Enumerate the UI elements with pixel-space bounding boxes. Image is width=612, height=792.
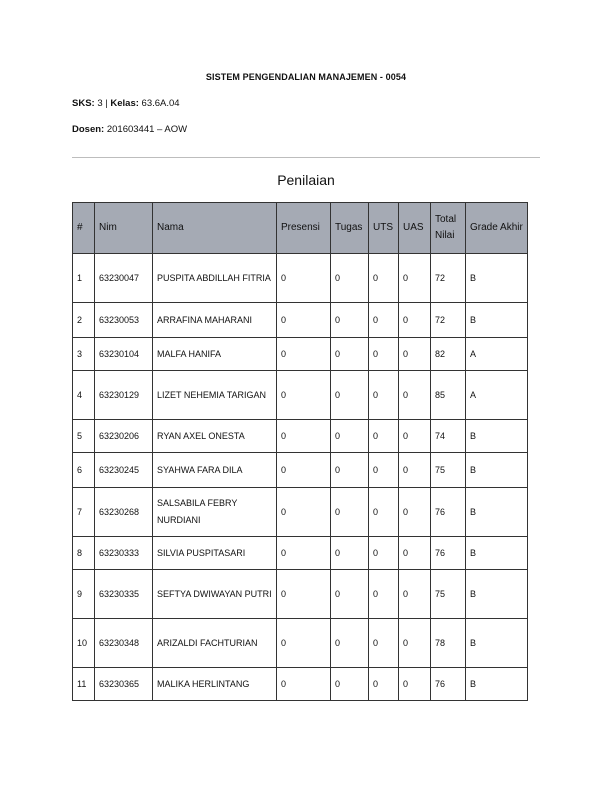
total-nilai-cell: 78 bbox=[431, 619, 466, 668]
uts-cell: 0 bbox=[369, 303, 399, 338]
uts-cell: 0 bbox=[369, 420, 399, 453]
row-number: 9 bbox=[73, 570, 95, 619]
column-header-grade-akhir: Grade Akhir bbox=[466, 203, 528, 254]
uas-cell: 0 bbox=[399, 254, 431, 303]
tugas-cell: 0 bbox=[331, 338, 369, 371]
grade-cell: A bbox=[466, 371, 528, 420]
table-row bbox=[73, 420, 528, 453]
grade-cell: B bbox=[466, 453, 528, 488]
grade-cell: B bbox=[466, 254, 528, 303]
column-header-uas: UAS bbox=[399, 203, 431, 254]
total-nilai-cell: 76 bbox=[431, 488, 466, 537]
uas-cell: 0 bbox=[399, 570, 431, 619]
nim-cell: 63230047 bbox=[95, 254, 153, 303]
row-number: 2 bbox=[73, 303, 95, 338]
name-cell: ARRAFINA MAHARANI bbox=[153, 303, 277, 338]
row-number: 8 bbox=[73, 537, 95, 570]
tugas-cell: 0 bbox=[331, 453, 369, 488]
table-row bbox=[73, 371, 528, 420]
tugas-cell: 0 bbox=[331, 619, 369, 668]
presensi-cell: 0 bbox=[277, 619, 331, 668]
total-nilai-cell: 76 bbox=[431, 537, 466, 570]
name-cell: ARIZALDI FACHTURIAN bbox=[153, 619, 277, 668]
column-header-total-nilai: Total Nilai bbox=[431, 203, 466, 254]
grade-cell: B bbox=[466, 488, 528, 537]
lecturer-info-line bbox=[72, 124, 187, 135]
table-row bbox=[73, 619, 528, 668]
total-nilai-cell: 82 bbox=[431, 338, 466, 371]
table-row bbox=[73, 570, 528, 619]
total-nilai-cell: 76 bbox=[431, 668, 466, 701]
row-number: 6 bbox=[73, 453, 95, 488]
name-cell: MALFA HANIFA bbox=[153, 338, 277, 371]
presensi-cell: 0 bbox=[277, 453, 331, 488]
tugas-cell: 0 bbox=[331, 570, 369, 619]
uas-cell: 0 bbox=[399, 488, 431, 537]
uts-cell: 0 bbox=[369, 453, 399, 488]
grades-table bbox=[72, 202, 528, 701]
separator: | bbox=[105, 98, 108, 109]
presensi-cell: 0 bbox=[277, 371, 331, 420]
name-cell: PUSPITA ABDILLAH FITRIA bbox=[153, 254, 277, 303]
presensi-cell: 0 bbox=[277, 570, 331, 619]
table-header-row bbox=[73, 203, 528, 254]
uts-cell: 0 bbox=[369, 619, 399, 668]
row-number: 4 bbox=[73, 371, 95, 420]
uts-cell: 0 bbox=[369, 338, 399, 371]
row-number: 7 bbox=[73, 488, 95, 537]
column-header-uts: UTS bbox=[369, 203, 399, 254]
nim-cell: 63230245 bbox=[95, 453, 153, 488]
section-title: Penilaian bbox=[277, 172, 335, 188]
presensi-cell: 0 bbox=[277, 668, 331, 701]
nim-cell: 63230335 bbox=[95, 570, 153, 619]
sks-value: 3 bbox=[97, 98, 103, 109]
grade-cell: B bbox=[466, 619, 528, 668]
grade-cell: B bbox=[466, 570, 528, 619]
grade-cell: B bbox=[466, 537, 528, 570]
total-nilai-cell: 85 bbox=[431, 371, 466, 420]
name-cell: SEFTYA DWIWAYAN PUTRI bbox=[153, 570, 277, 619]
name-cell: LIZET NEHEMIA TARIGAN bbox=[153, 371, 277, 420]
nim-cell: 63230268 bbox=[95, 488, 153, 537]
column-header-no: # bbox=[73, 203, 95, 254]
tugas-cell: 0 bbox=[331, 303, 369, 338]
table-row bbox=[73, 488, 528, 537]
uts-cell: 0 bbox=[369, 254, 399, 303]
uts-cell: 0 bbox=[369, 488, 399, 537]
uts-cell: 0 bbox=[369, 371, 399, 420]
presensi-cell: 0 bbox=[277, 488, 331, 537]
tugas-cell: 0 bbox=[331, 537, 369, 570]
document-title: SISTEM PENGENDALIAN MANAJEMEN - 0054 bbox=[205, 72, 407, 82]
course-info-line bbox=[72, 98, 180, 109]
name-cell: SYAHWA FARA DILA bbox=[153, 453, 277, 488]
table-row bbox=[73, 254, 528, 303]
total-nilai-cell: 72 bbox=[431, 303, 466, 338]
row-number: 10 bbox=[73, 619, 95, 668]
uas-cell: 0 bbox=[399, 453, 431, 488]
row-number: 1 bbox=[73, 254, 95, 303]
name-cell: SILVIA PUSPITASARI bbox=[153, 537, 277, 570]
name-cell: SALSABILA FEBRY NURDIANI bbox=[153, 488, 277, 537]
grade-cell: B bbox=[466, 303, 528, 338]
nim-cell: 63230129 bbox=[95, 371, 153, 420]
nim-cell: 63230348 bbox=[95, 619, 153, 668]
dosen-value: 201603441 – AOW bbox=[106, 124, 188, 135]
presensi-cell: 0 bbox=[277, 303, 331, 338]
presensi-cell: 0 bbox=[277, 338, 331, 371]
kelas-value: 63.6A.04 bbox=[141, 98, 180, 109]
column-header-presensi: Presensi bbox=[277, 203, 331, 254]
table-row bbox=[73, 453, 528, 488]
grade-cell: B bbox=[466, 420, 528, 453]
table-row bbox=[73, 537, 528, 570]
uas-cell: 0 bbox=[399, 371, 431, 420]
presensi-cell: 0 bbox=[277, 254, 331, 303]
uas-cell: 0 bbox=[399, 420, 431, 453]
kelas-label: Kelas: bbox=[110, 98, 139, 109]
uas-cell: 0 bbox=[399, 668, 431, 701]
uts-cell: 0 bbox=[369, 668, 399, 701]
grade-cell: B bbox=[466, 668, 528, 701]
uas-cell: 0 bbox=[399, 619, 431, 668]
tugas-cell: 0 bbox=[331, 371, 369, 420]
uts-cell: 0 bbox=[369, 570, 399, 619]
tugas-cell: 0 bbox=[331, 488, 369, 537]
presensi-cell: 0 bbox=[277, 420, 331, 453]
nim-cell: 63230053 bbox=[95, 303, 153, 338]
grade-cell: A bbox=[466, 338, 528, 371]
uas-cell: 0 bbox=[399, 537, 431, 570]
header-divider bbox=[72, 157, 540, 158]
dosen-label: Dosen: bbox=[72, 124, 105, 135]
row-number: 5 bbox=[73, 420, 95, 453]
column-header-nim: Nim bbox=[95, 203, 153, 254]
nim-cell: 63230206 bbox=[95, 420, 153, 453]
column-header-tugas: Tugas bbox=[331, 203, 369, 254]
name-cell: MALIKA HERLINTANG bbox=[153, 668, 277, 701]
total-nilai-cell: 75 bbox=[431, 570, 466, 619]
uas-cell: 0 bbox=[399, 338, 431, 371]
table-row bbox=[73, 338, 528, 371]
total-nilai-cell: 74 bbox=[431, 420, 466, 453]
column-header-nama: Nama bbox=[153, 203, 277, 254]
total-nilai-cell: 72 bbox=[431, 254, 466, 303]
row-number: 11 bbox=[73, 668, 95, 701]
nim-cell: 63230104 bbox=[95, 338, 153, 371]
nim-cell: 63230333 bbox=[95, 537, 153, 570]
table-row bbox=[73, 668, 528, 701]
table-row bbox=[73, 303, 528, 338]
uas-cell: 0 bbox=[399, 303, 431, 338]
uts-cell: 0 bbox=[369, 537, 399, 570]
sks-label: SKS: bbox=[72, 98, 95, 109]
nim-cell: 63230365 bbox=[95, 668, 153, 701]
tugas-cell: 0 bbox=[331, 420, 369, 453]
total-nilai-cell: 75 bbox=[431, 453, 466, 488]
row-number: 3 bbox=[73, 338, 95, 371]
presensi-cell: 0 bbox=[277, 537, 331, 570]
name-cell: RYAN AXEL ONESTA bbox=[153, 420, 277, 453]
tugas-cell: 0 bbox=[331, 668, 369, 701]
tugas-cell: 0 bbox=[331, 254, 369, 303]
